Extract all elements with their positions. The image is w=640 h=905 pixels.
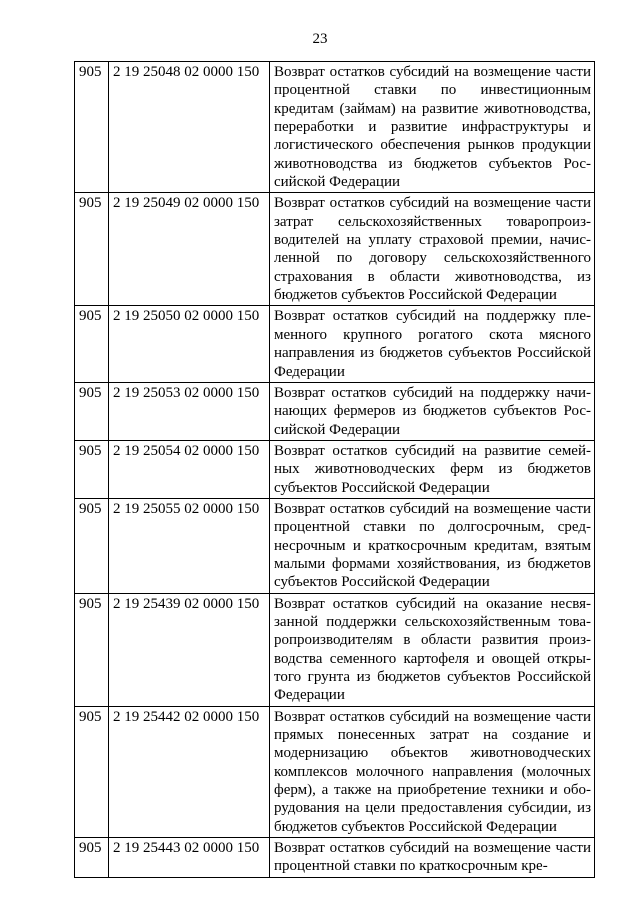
description-cell: Возврат остатков субсидий на поддержку племенного крупного рогатого скота мясного направления из бюджетов субъектов Российской Федерации [270, 306, 595, 382]
table-row [75, 593, 595, 706]
page-number: 23 [312, 31, 328, 47]
table-row [75, 498, 595, 593]
budget-classification-table [74, 61, 595, 878]
description-cell: Возврат остатков субсидий на возмещение части процентной ставки по инвестиционным кредитам (займам) на развитие животноводства, переработки и развитие инфраструктуры и логистического обеспечения рынков продукции животноводства из бюджетов субъектов Российской Федерации [270, 62, 595, 193]
admin-code-cell: 905 [75, 593, 109, 706]
budget-code-cell: 2 19 25439 02 0000 150 [109, 593, 270, 706]
budget-code-cell: 2 19 25055 02 0000 150 [109, 498, 270, 593]
admin-code-cell: 905 [75, 440, 109, 498]
budget-code-cell: 2 19 25048 02 0000 150 [109, 62, 270, 193]
description-cell: Возврат остатков субсидий на возмещение части процентной ставки по долгосрочным, среднесрочным и краткосрочным кредитам, взятым малыми формами хозяйствования, из бюджетов субъектов Российской Федерации [270, 498, 595, 593]
budget-code-cell: 2 19 25442 02 0000 150 [109, 706, 270, 837]
admin-code-cell: 905 [75, 62, 109, 193]
table-row [75, 838, 595, 878]
table-row [75, 193, 595, 306]
admin-code-cell: 905 [75, 838, 109, 878]
admin-code-cell: 905 [75, 382, 109, 440]
admin-code-cell: 905 [75, 706, 109, 837]
budget-code-cell: 2 19 25049 02 0000 150 [109, 193, 270, 306]
admin-code-cell: 905 [75, 193, 109, 306]
budget-code-cell: 2 19 25053 02 0000 150 [109, 382, 270, 440]
description-cell: Возврат остатков субсидий на развитие семейных животноводческих ферм из бюджетов субъектов Российской Федерации [270, 440, 595, 498]
budget-code-cell: 2 19 25054 02 0000 150 [109, 440, 270, 498]
table-row [75, 62, 595, 193]
table-row [75, 382, 595, 440]
table-row [75, 306, 595, 382]
table-row [75, 706, 595, 837]
budget-code-cell: 2 19 25443 02 0000 150 [109, 838, 270, 878]
table-row [75, 440, 595, 498]
admin-code-cell: 905 [75, 306, 109, 382]
budget-code-cell: 2 19 25050 02 0000 150 [109, 306, 270, 382]
description-cell: Возврат остатков субсидий на оказание несвязанной поддержки сельскохозяйственным товаропроизводителям в области развития производства семенного картофеля и овощей открытого грунта из бюджетов субъектов Российской Федерации [270, 593, 595, 706]
admin-code-cell: 905 [75, 498, 109, 593]
description-cell: Возврат остатков субсидий на возмещение части затрат сельскохозяйственных товаропроизводителей на уплату страховой премии, начисленной по договору сельскохозяйственного страхования в области животноводства, из бюджетов субъектов Российской Федерации [270, 193, 595, 306]
description-cell: Возврат остатков субсидий на возмещение части прямых понесенных затрат на создание и модернизацию объектов животноводческих комплексов молочного направления (молочных ферм), а также на приобретение техники и оборудования на цели предоставления субсидии, из бюджетов субъектов Российской Федерации [270, 706, 595, 837]
description-cell: Возврат остатков субсидий на возмещение части процентной ставки по краткосрочным кре- [270, 838, 595, 878]
description-cell: Возврат остатков субсидий на поддержку начинающих фермеров из бюджетов субъектов Российской Федерации [270, 382, 595, 440]
